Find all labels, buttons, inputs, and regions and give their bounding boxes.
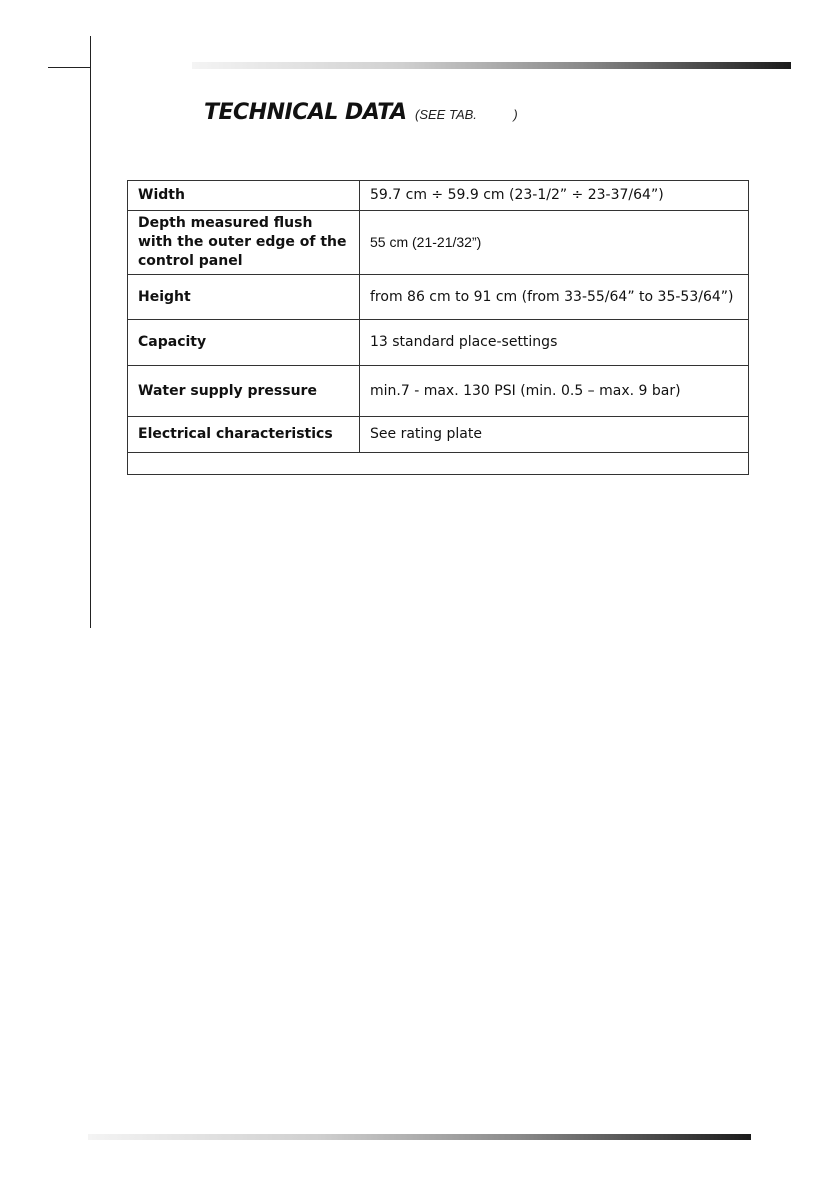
row-value-electrical: See rating plate [360,417,749,453]
row-label-water-pressure: Water supply pressure [128,366,360,417]
section-title: TECHNICAL DATA [204,100,407,125]
table-row [128,275,749,320]
row-value-depth: 55 cm (21-21/32”) [360,211,749,275]
footer-gradient-bar [88,1134,751,1140]
section-heading [204,100,518,125]
table-row [128,181,749,211]
table-row [128,366,749,417]
empty-footer-cell [128,453,749,475]
row-value-width: 59.7 cm ÷ 59.9 cm (23-1/2” ÷ 23-37/64”) [360,181,749,211]
technical-data-table [127,180,749,475]
header-gradient-bar [192,62,791,69]
crop-mark-horizontal [48,67,90,68]
row-value-capacity: 13 standard place-settings [360,320,749,366]
row-label-width: Width [128,181,360,211]
row-label-capacity: Capacity [128,320,360,366]
row-label-electrical: Electrical characteristics [128,417,360,453]
crop-mark-vertical [90,36,91,628]
row-value-water-pressure: min.7 - max. 130 PSI (min. 0.5 – max. 9 bar) [360,366,749,417]
table-row [128,417,749,453]
table-row-empty [128,453,749,475]
table-row [128,211,749,275]
section-table-reference: (SEE TAB. [415,107,477,122]
row-label-depth: Depth measured flush with the outer edge of the control panel [128,211,360,275]
section-table-reference-close: ) [513,107,518,122]
table-row [128,320,749,366]
row-value-height: from 86 cm to 91 cm (from 33-55/64” to 35-53/64”) [360,275,749,320]
row-label-height: Height [128,275,360,320]
